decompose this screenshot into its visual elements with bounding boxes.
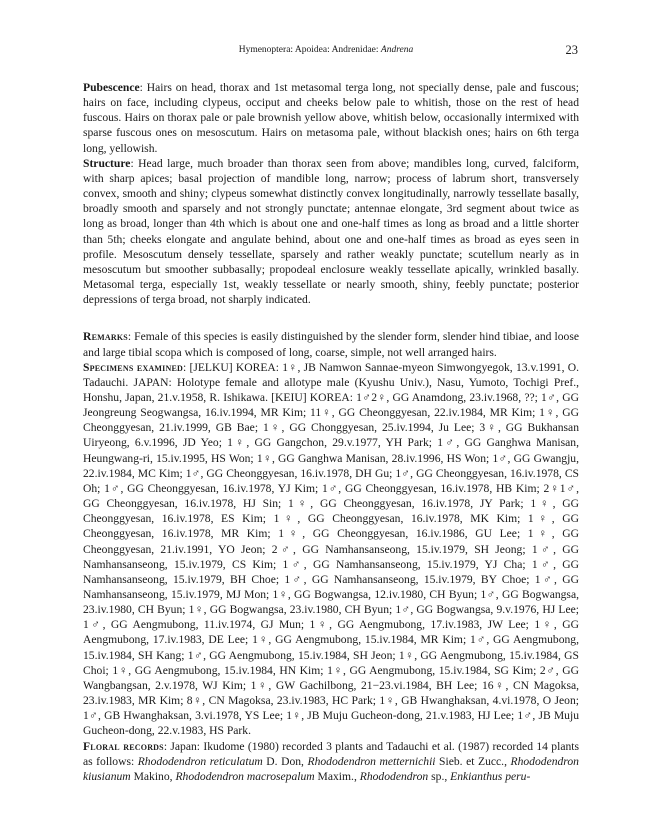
remarks-text: : Female of this species is easily distinguished by the slender form, slender hind tibiae, and loose and large tibial scopa which is composed of long, coarse, simple, not well arranged hairs. [83, 330, 579, 359]
structure-paragraph [83, 156, 579, 308]
remarks-heading: Remarks [83, 330, 128, 344]
pubescence-text: : Hairs on head, thorax and 1st metasomal terga long, not specially dense, pale and fuscous; hairs on face, including clypeus, occiput and cheeks below pale to whitish, those on the rest of head fuscous. Hairs on thorax pale or pale brownish yellow above, whitish below, occasionally intermixed with sparse fuscous ones on mesoscutum. Hairs on metasoma pale, without blackish ones; hairs on 6th terga long, yellowish. [83, 81, 579, 155]
species-name: Rhododendron reticulatum [137, 754, 263, 768]
running-title-genus: Andrena [380, 45, 414, 55]
species-name: Rhododendron macrosepalum [175, 769, 315, 783]
floral-text-3: Sieb. et Zucc., [435, 754, 511, 768]
specimens-paragraph [83, 360, 579, 739]
remarks-paragraph [83, 329, 579, 359]
species-name: Rhododendron kiusianum [83, 754, 579, 783]
floral-text-1: : Japan: Ikudome (1980) recorded 3 plants and Tadauchi et al. (1987) recorded 14 plants as follows: [83, 739, 579, 768]
section-gap [83, 307, 579, 329]
specimens-heading: Specimens examined [83, 360, 183, 374]
floral-text-4: Makino, [130, 769, 176, 783]
genus-name: Rhododendron [359, 769, 429, 783]
structure-text: : Head large, much broader than thorax seen from above; mandibles long, curved, falciform, with sharp apices; basal projection of mandible long, narrow; process of labrum short, transversely convex, smooth and shiny; clypeus somewhat distinctly convex longitudinally, narrowly tessellate basally, broadly smooth and sparsely and not strongly punctate; antennae elongate, 3rd segment about twice as long as broad, longer than 4th which is about one and one-half times as long as broad and a little shorter than 5th; cheeks elongate and angulate behind, about one and one-half times as broad as eyes seen in profile. Mesoscutum densely tessellate, sparsely and rather weakly punctate; scutellum nearly as in mesoscutum but smoother subbasally; propodeal enclosure weakly tessellate apically, wrinkled basally. Metasomal terga, especially 1st, weakly tessellate or nearly smooth, shiny, feebly punctate; posterior depressions of terga broad, not sharply indicated. [83, 156, 579, 307]
running-header [0, 42, 652, 58]
pubescence-paragraph [83, 80, 579, 156]
floral-text-2: D. Don, [262, 754, 308, 768]
floral-text-6: sp., [428, 769, 451, 783]
floral-records-paragraph [83, 739, 579, 784]
species-name: Enkianthus peru- [450, 769, 531, 783]
floral-text-5: Maxim., [314, 769, 360, 783]
specimens-text: : [JELKU] KOREA: 1♀, JB Namwon Sannae-myeon Simwongyegok, 13.v.1991, O. Tadauchi. JAPAN: Holotype female and allotype male (Kyushu Univ.), Nasu, Yumoto, Tochigi Pref., Honshu, Japan, 21.v.1958, R. Ishikawa. [KEIU] KOREA: 1♂2♀, GG Anamdong, 23.iv.1968, ??; 1♂, GG Jeongreung Seogwangsa, 16.iv.1994, MR Kim; 11♀, GG Cheonggyesan, 22.iv.1984, MR Kim; 1♀, GG Cheonggyesan, 21.iv.1999, GB Bae; 1♀, GG Chonggyesan, 25.iv.1994, Ju Lee; 3♀, GG Bukhansan Uiryeong, 6.v.1996, JD Yeo; 1♀, GG Gangchon, 29.v.1977, YH Park; 1♂, GG Ganghwa Manisan, Heungwang-ri, 15.iv.1995, HS Won; 1♀, GG Ganghwa Manisan, 28.iv.1996, HS Won; 1♂, GG Gwangju, 22.iv.1984, MC Kim; 1♂, GG Cheonggyesan, 16.iv.1978, DH Gu; 1♂, GG Cheonggyesan, 16.iv.1978, CS Oh; 1♂, GG Cheonggyesan, 16.iv.1978, YJ Kim; 1♂, GG Cheonggyesan, 16.iv.1978, HB Kim; 2♀1♂, GG Cheonggyesan, 16.iv.1978, HJ Sin; 1♀, GG Cheonggyesan, 16.iv.1978, JY Park; 1♀, GG Cheonggyesan, 16.iv.1978, ES Kim; 1♀, GG Cheonggyesan, 16.iv.1978, MK Kim; 1♀, GG Cheonggyesan, 16.iv.1978, MR Kim; 1♀, GG Cheonggyesan, 16.iv.1986, GU Lee; 1♀, GG Cheonggyesan, 21.iv.1991, YO Jeon; 2♂, GG Namhansanseong, 15.iv.1979, SH Jeong; 1♂, GG Namhansanseong, 15.iv.1979, CS Kim; 1♂, GG Namhansanseong, 15.iv.1979, YJ Cha; 1♂, GG Namhansanseong, 15.iv.1979, BH Choe; 1♂, GG Namhansanseong, 15.iv.1979, BY Choe; 1♂, GG Namhansanseong, 15.iv.1979, MJ Mon; 1♀, GG Bogwangsa, 12.iv.1980, CH Byun; 1♂, GG Bogwangsa, 23.iv.1980, CH Byun; 1♀, GG Bogwangsa, 23.iv.1980, CH Byun; 1♂, GG Bogwangsa, 9.v.1976, HJ Lee; 1♂, GG Aengmubong, 11.iv.1974, GJ Mun; 1♀, GG Aengmubong, 17.iv.1983, JW Lee; 1♀, GG Aengmubong, 17.iv.1983, DE Lee; 1♀, GG Aengmubong, 15.iv.1984, MR Kim; 1♂, GG Aengmubong, 15.iv.1984, SH Kang; 1♂, GG Aengmubong, 15.iv.1984, SH Jeon; 1♀, GG Aengmubong, 15.iv.1984, GS Choi; 1♀, GG Aengmubong, 15.iv.1984, HN Kim; 1♀, GG Aengmubong, 15.iv.1984, SG Kim; 2♂, GG Wangbangsan, 2.v.1978, WJ Kim; 1♀, GW Gachilbong, 21−23.vi.1984, BH Lee; 16♀, CN Magoksa, 23.iv.1983, MR Kim; 8♀, CN Magoksa, 23.iv.1983, HC Park; 1♀, GB Hwanghaksan, 4.vi.1978, O Jeon; 1♂, GB Hwanghaksan, 3.vi.1978, YS Lee; 1♀, JB Muju Gucheon-dong, 21.v.1983, HJ Lee; 1♂, JB Muju Gucheon-dong, 22.v.1983, HS Park. [83, 360, 579, 738]
floral-records-heading: Floral records [83, 739, 164, 753]
page-number: 23 [565, 43, 578, 57]
pubescence-heading: Pubescence [83, 81, 140, 94]
running-title: Hymenoptera: Apoidea: Andrenidae: Andrena [238, 45, 414, 55]
structure-heading: Structure [83, 156, 131, 170]
body-text [83, 80, 579, 784]
species-name: Rhododendron metternichii [307, 754, 436, 768]
